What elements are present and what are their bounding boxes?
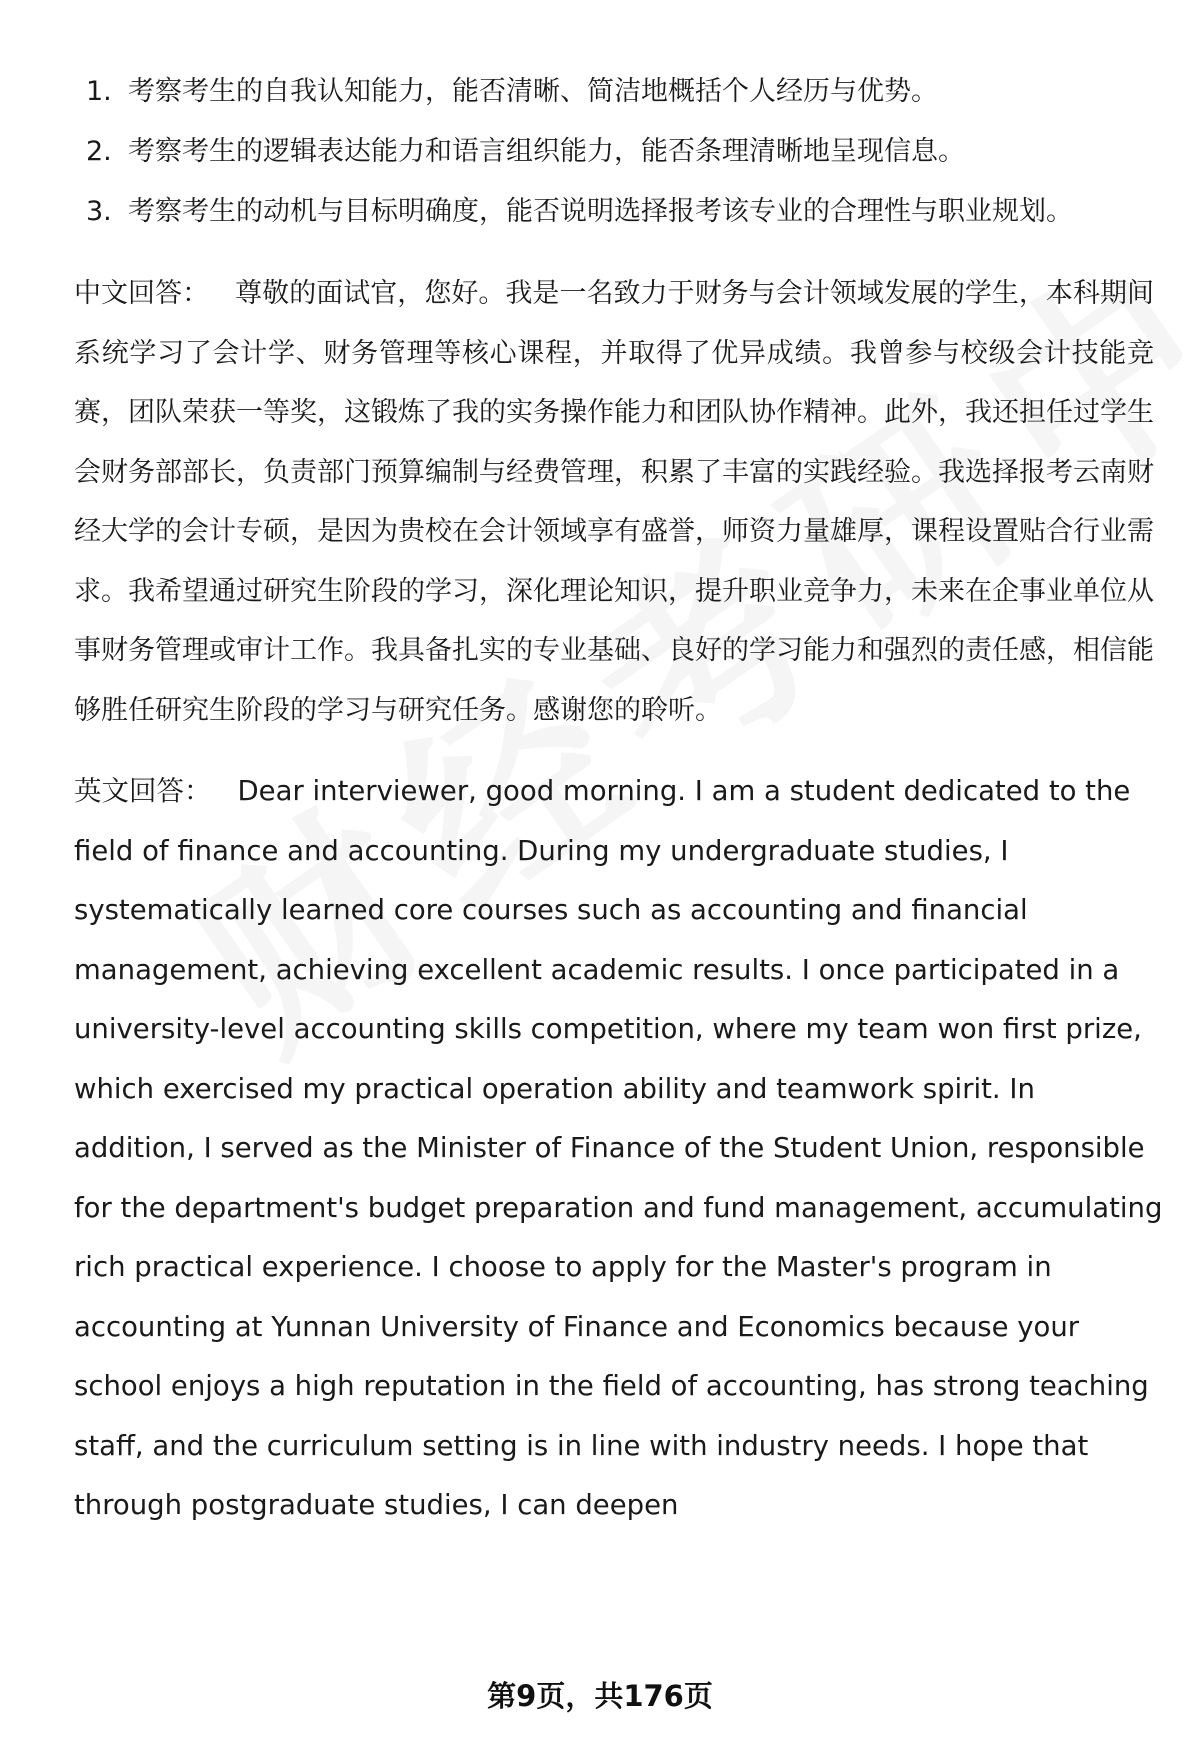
english-answer-text: Dear interviewer, good morning. I am a student dedicated to the field of finance and accounting. During my undergraduate studies, I systematically learned core courses such as accounting and financial management, achieving excellent academic results. I once participated in a university-level accounting skills competition, where my team won first prize, which exercised my practical operation ability and teamwork spirit. In addition, I served as the Minister of Finance of the Student Union, responsible for the department's budget preparation and fund management, accumulating rich practical experience. I choose to apply for the Master's program in accounting at Yunnan University of Finance and Economics because your school enjoys a high reputation in the field of accounting, has strong teaching staff, and the curriculum setting is in line with industry needs. I hope that through postgraduate studies, I can deepen	[74, 775, 1163, 1521]
page-number-footer: 第9页，共176页	[487, 1679, 713, 1713]
list-item-text: 考察考生的自我认知能力，能否清晰、简洁地概括个人经历与优势。	[128, 76, 938, 107]
english-answer-label: 英文回答：	[74, 775, 212, 807]
list-item-text: 考察考生的逻辑表达能力和语言组织能力，能否条理清晰地呈现信息。	[128, 136, 965, 167]
list-item-number: 3.	[86, 196, 112, 227]
list-item	[74, 62, 1188, 122]
evaluation-criteria-list	[74, 62, 1154, 242]
list-item	[74, 182, 1188, 242]
chinese-answer-paragraph	[74, 264, 1154, 740]
list-item	[74, 122, 1188, 182]
list-item-text: 考察考生的动机与目标明确度，能否说明选择报考该专业的合理性与职业规划。	[128, 196, 1073, 227]
chinese-answer-text: 尊敬的面试官，您好。我是一名致力于财务与会计领域发展的学生，本科期间系统学习了会计学、财务管理等核心课程，并取得了优异成绩。我曾参与校级会计技能竞赛，团队荣获一等奖，这锻炼了我的实务操作能力和团队协作精神。此外，我还担任过学生会财务部部长，负责部门预算编制与经费管理，积累了丰富的实践经验。我选择报考云南财经大学的会计专硕，是因为贵校在会计领域享有盛誉，师资力量雄厚，课程设置贴合行业需求。我希望通过研究生阶段的学习，深化理论知识，提升职业竞争力，未来在企事业单位从事财务管理或审计工作。我具备扎实的专业基础、良好的学习能力和强烈的责任感，相信能够胜任研究生阶段的学习与研究任务。感谢您的聆听。	[74, 278, 1155, 726]
list-item-number: 2.	[86, 136, 112, 167]
chinese-answer-label: 中文回答：	[74, 278, 210, 309]
page-content	[74, 62, 1163, 1536]
list-item-number: 1.	[86, 76, 112, 107]
english-answer-paragraph	[74, 762, 1164, 1536]
